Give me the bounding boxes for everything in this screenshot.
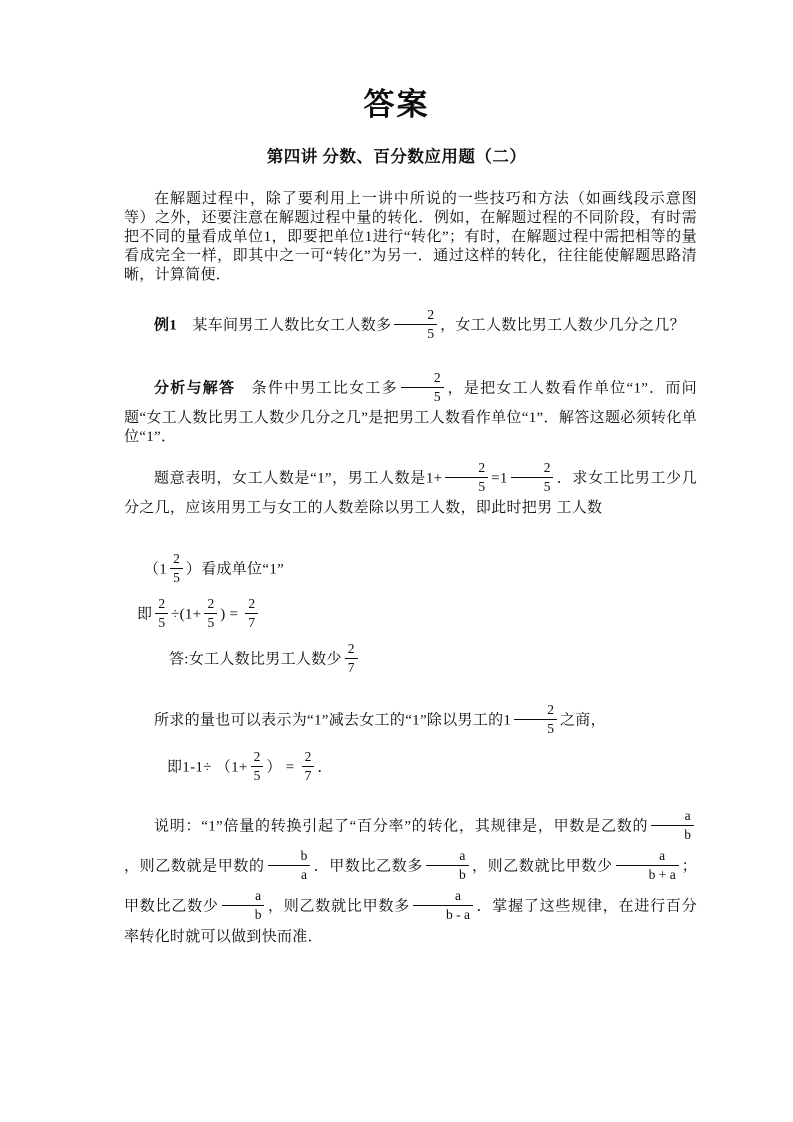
fraction: $\frac{a}{b}$ bbox=[222, 888, 265, 922]
fraction: $\frac{2}{5}$ bbox=[511, 460, 554, 494]
fraction: $\frac{a}{b}$ bbox=[426, 848, 469, 882]
fraction: $\frac{2}{5}$ bbox=[394, 307, 437, 341]
intro-paragraph: 在解题过程中，除了要利用上一讲中所说的一些技巧和方法（如画线段示意图等）之外，还要注意在解题过程中量的转化．例如，在解题过程的不同阶段，有时需把不同的量看成单位1，即要把单位1进行“转化”；有时，在解题过程中需把相等的量看成完全一样，即其中之一可“转化”为另一．通过这样的转化，往往能使解题思路清晰，计算简便． bbox=[124, 191, 697, 284]
section-title: 第四讲 分数、百分数应用题（二） bbox=[266, 147, 527, 167]
page-title: 答案 bbox=[363, 87, 430, 122]
alternative-equation-line: 即1-1÷ （1+ $\frac{2}{5}$ ） = $\frac{2}{7}$ ． bbox=[167, 749, 333, 783]
fraction: $\frac{2}{5}$ bbox=[155, 596, 168, 630]
fraction: $\frac{2}{7}$ bbox=[345, 641, 358, 675]
alternative-method-paragraph: 所求的量也可以表示为“1”减去女工的“1”除以男工的1 $\frac{2}{5}$ 之商， bbox=[154, 702, 606, 736]
fraction: $\frac{2}{5}$ bbox=[170, 551, 183, 585]
fraction: $\frac{2}{5}$ bbox=[514, 702, 557, 736]
fraction: $\frac{2}{5}$ bbox=[204, 596, 217, 630]
fraction: $\frac{a}{b - a}$ bbox=[413, 888, 473, 922]
fraction: $\frac{2}{5}$ bbox=[251, 749, 264, 783]
bold-label: 分析与解答 bbox=[154, 380, 236, 397]
fraction: $\frac{2}{7}$ bbox=[245, 596, 258, 630]
note-paragraph: 说明：“1”倍量的转换引起了“百分率”的转化，其规律是，甲数是乙数的 $\frac{a}{b}$ ，则乙数就是甲数的 $\frac{b}{a}$ ．甲数比乙数多 $\frac{a}{b}$ ，则乙数就比甲数少 $\frac{a}{b + a}$ ；甲数比乙数少 $\frac{a}{b}$ ，则乙数就比甲数多 $\frac{a}{b - a}$ ．掌握了这些规律，在进行百分率转化时就可以做到快而准． bbox=[124, 808, 697, 946]
example1-paragraph: 例1 某车间男工人数比女工人数多 $\frac{2}{5}$ ，女工人数比男工人数少几分之几？ bbox=[154, 307, 685, 341]
fraction: $\frac{2}{5}$ bbox=[445, 460, 488, 494]
answer-line: 答:女工人数比男工人数少 $\frac{2}{7}$ bbox=[169, 640, 697, 680]
analysis-paragraph: 分析与解答 条件中男工比女工多 $\frac{2}{5}$ ，是把女工人数看作单位“1”．而问题“女工人数比男工人数少几分之几”是把男工人数看作单位“1”．解答这题必须转化单位“1”． bbox=[124, 370, 697, 446]
fraction: $\frac{2}{5}$ bbox=[401, 370, 444, 404]
bold-label: 例1 bbox=[154, 317, 178, 334]
fraction: $\frac{a}{b + a}$ bbox=[616, 848, 679, 882]
unit-conversion-line: （1 $\frac{2}{5}$ ）看成单位“1” bbox=[144, 551, 285, 585]
reasoning-paragraph: 题意表明，女工人数是“1”，男工人数是1+ $\frac{2}{5}$ =1 $\frac{2}{5}$ ．求女工比男工少几分之几，应该用男工与女工的人数差除以男工人数，即此时把男 工人数 bbox=[124, 460, 698, 517]
fraction: $\frac{2}{7}$ bbox=[302, 749, 315, 783]
fraction: $\frac{a}{b}$ bbox=[651, 808, 694, 842]
fraction: $\frac{b}{a}$ bbox=[268, 848, 311, 882]
equation-line: 即 $\frac{2}{5}$ ÷(1+ $\frac{2}{5}$ ) = $\frac{2}{7}$ bbox=[137, 595, 697, 635]
